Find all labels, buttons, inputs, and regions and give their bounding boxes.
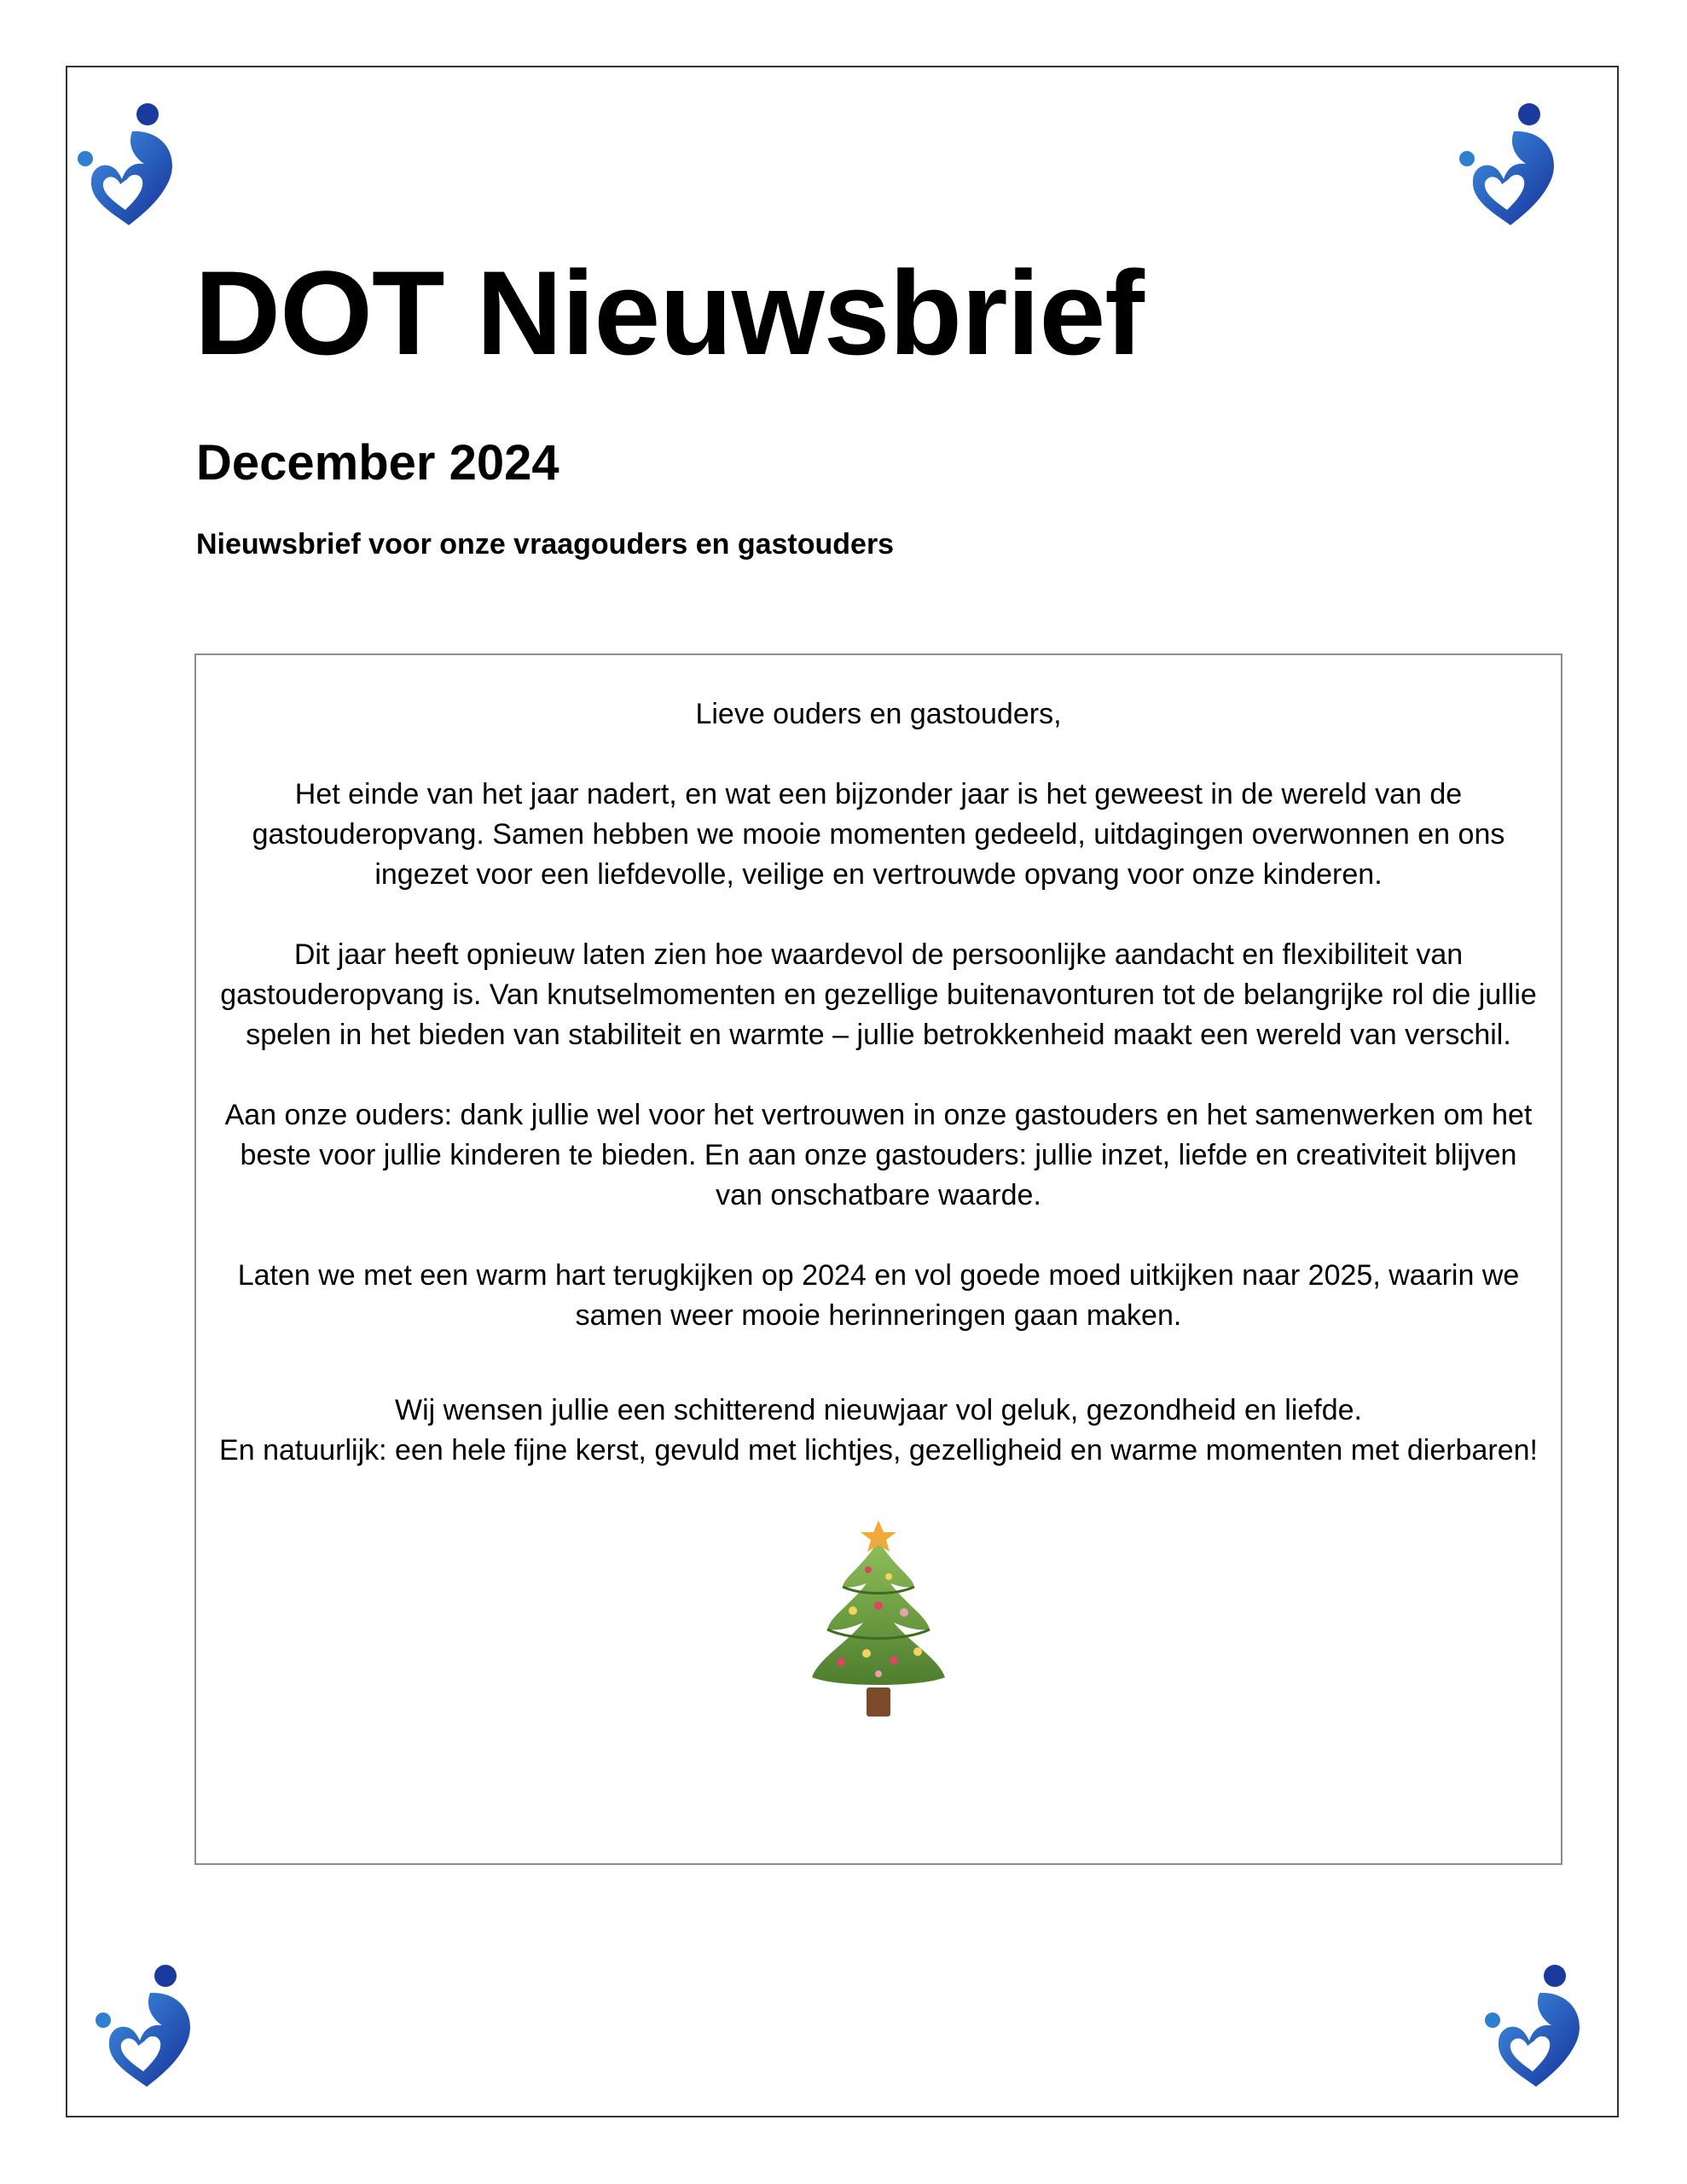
letter-paragraph: Het einde van het jaar nadert, en wat een bijzonder jaar is het geweest in de wereld van de gastouderopvang. Samen hebben we mooie momenten gedeeld, uitdagingen overwonnen en ons ingezet voor een liefdevolle, veilige en vertrouwde opvang voor onze kinderen.: [252, 778, 1505, 891]
family-heart-logo-icon: [1454, 101, 1565, 229]
letter-paragraph: Laten we met een warm hart terugkijken op 2024 en vol goede moed uitkijken naar 2025, waarin we samen weer mooie herinneringen gaan maken.: [237, 1259, 1520, 1332]
christmas-tree-icon: [793, 1517, 964, 1722]
family-heart-logo-icon: [90, 1962, 201, 2090]
newsletter-subtitle: Nieuwsbrief voor onze vraagouders en gastouders: [196, 528, 895, 561]
issue-date: December 2024: [196, 435, 559, 491]
letter-greeting: Lieve ouders en gastouders,: [695, 698, 1062, 730]
letter-paragraph: Dit jaar heeft opnieuw laten zien hoe waardevol de persoonlijke aandacht en flexibiliteit van gastouderopvang is. Van knutselmomenten en gezellige buitenavonturen tot de belangrijke rol die jullie spelen in het bieden van stabiliteit en warmte – jullie betrokkenheid maakt een wereld van verschil.: [220, 938, 1537, 1051]
new-year-wish: Wij wensen jullie een schitterend nieuwjaar vol geluk, gezondheid en liefde.: [394, 1394, 1363, 1426]
letter-paragraph: Aan onze ouders: dank jullie wel voor het vertrouwen in onze gastouders en het samenwerken om het beste voor jullie kinderen te bieden. En aan onze gastouders: jullie inzet, liefde en creativiteit blijven van onschatbare waarde.: [224, 1099, 1533, 1211]
letter-box: [194, 653, 1562, 1865]
family-heart-logo-icon: [1480, 1962, 1591, 2090]
page-title: DOT Nieuwsbrief: [194, 246, 1144, 380]
family-heart-logo-icon: [72, 101, 183, 229]
christmas-wish: En natuurlijk: een hele fijne kerst, gevuld met lichtjes, gezelligheid en warme momenten met dierbaren!: [219, 1434, 1538, 1467]
